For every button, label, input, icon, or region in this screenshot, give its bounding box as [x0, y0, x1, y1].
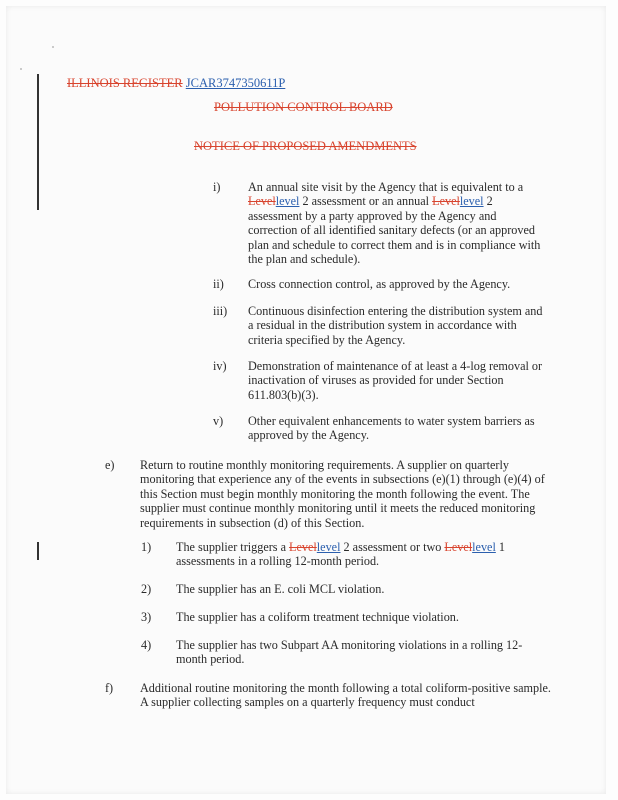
text-run: An annual site visit by the Agency that is equivalent to a: [248, 180, 524, 194]
text-run: The supplier has two Subpart AA monitoring violations in a rolling 12-month period.: [176, 638, 523, 667]
roman-item-label: i): [213, 180, 221, 194]
roman-item-label: v): [213, 414, 224, 428]
roman-item-text: [248, 277, 548, 291]
text-run: The supplier has an E. coli MCL violation.: [176, 582, 385, 596]
text-run: 2 assessment or two: [340, 540, 445, 554]
numbered-item-label: 2): [141, 582, 152, 596]
inserted-text: level: [459, 194, 484, 209]
roman-item-text: [248, 180, 548, 266]
text-run: Other equivalent enhancements to water system barriers as approved by the Agency.: [248, 414, 535, 443]
roman-item-label: iv): [213, 359, 227, 373]
register-inserted: JCAR3747350611P: [185, 76, 286, 90]
inserted-text: level: [275, 194, 300, 209]
roman-item-label: iii): [213, 304, 228, 318]
text-run: 2 assessment by a party approved by the Agency and correction of all identified sanitary defects (or an approved plan and schedule to correct them and is in compliance with the plan and schedule).: [248, 194, 541, 267]
numbered-item-label: 3): [141, 610, 152, 624]
notice-title: NOTICE OF PROPOSED AMENDMENTS: [194, 139, 417, 153]
text-run: Demonstration of maintenance of at least a 4-log removal or inactivation of viruses as provided for under Section 611.803(b)(3).: [248, 359, 543, 402]
roman-item-label: ii): [213, 277, 224, 291]
inserted-text: level: [316, 540, 341, 554]
text-run: Cross connection control, as approved by the Agency.: [248, 277, 511, 291]
text-run: 1 assessments in a rolling 12-month period.: [176, 540, 505, 569]
numbered-item-text: [176, 638, 534, 667]
register-deleted: ILLINOIS REGISTER: [67, 76, 183, 90]
deleted-text: Level: [248, 194, 276, 209]
deleted-text: Level: [432, 194, 460, 209]
text-run: The supplier triggers a: [176, 540, 290, 554]
board-title: POLLUTION CONTROL BOARD: [214, 100, 393, 114]
roman-item-text: [248, 359, 548, 402]
inserted-text: level: [472, 540, 496, 554]
roman-item-text: [248, 304, 548, 347]
numbered-item-text: [176, 540, 534, 569]
subsection-text: [140, 681, 554, 710]
text-run: The supplier has a coliform treatment technique violation.: [176, 610, 459, 624]
numbered-item-text: [176, 582, 534, 596]
text-run: 2 assessment or an annual: [299, 194, 433, 209]
register-header: [67, 76, 285, 91]
subsection-label: e): [105, 458, 115, 472]
deleted-text: Level: [444, 540, 473, 554]
text-run: Continuous disinfection entering the distribution system and a residual in the distribution system in accordance with criteria specified by the Agency.: [248, 304, 543, 347]
subsection-label: f): [105, 681, 114, 695]
numbered-item-text: [176, 610, 534, 624]
roman-item-text: [248, 414, 548, 443]
scan-speck: [52, 46, 54, 48]
text-run: Additional routine monitoring the month following a total coliform-positive sample. A supplier collecting samples on a quarterly frequency must conduct: [140, 681, 551, 710]
text-run: Return to routine monthly monitoring requirements. A supplier on quarterly monitoring that experience any of the events in subsections (e)(1) through (e)(4) of this Section must begin monthly monitoring the month following the event. The supplier must continue monthly monitoring until it meets the reduced monitoring requirements in subsection (d) of this Section.: [140, 458, 545, 530]
numbered-item-label: 1): [141, 540, 152, 554]
scan-speck: [20, 68, 22, 70]
subsection-text: [140, 458, 554, 530]
deleted-text: Level: [289, 540, 317, 554]
change-bar: [37, 542, 39, 560]
numbered-item-label: 4): [141, 638, 152, 652]
change-bar: [37, 74, 39, 210]
